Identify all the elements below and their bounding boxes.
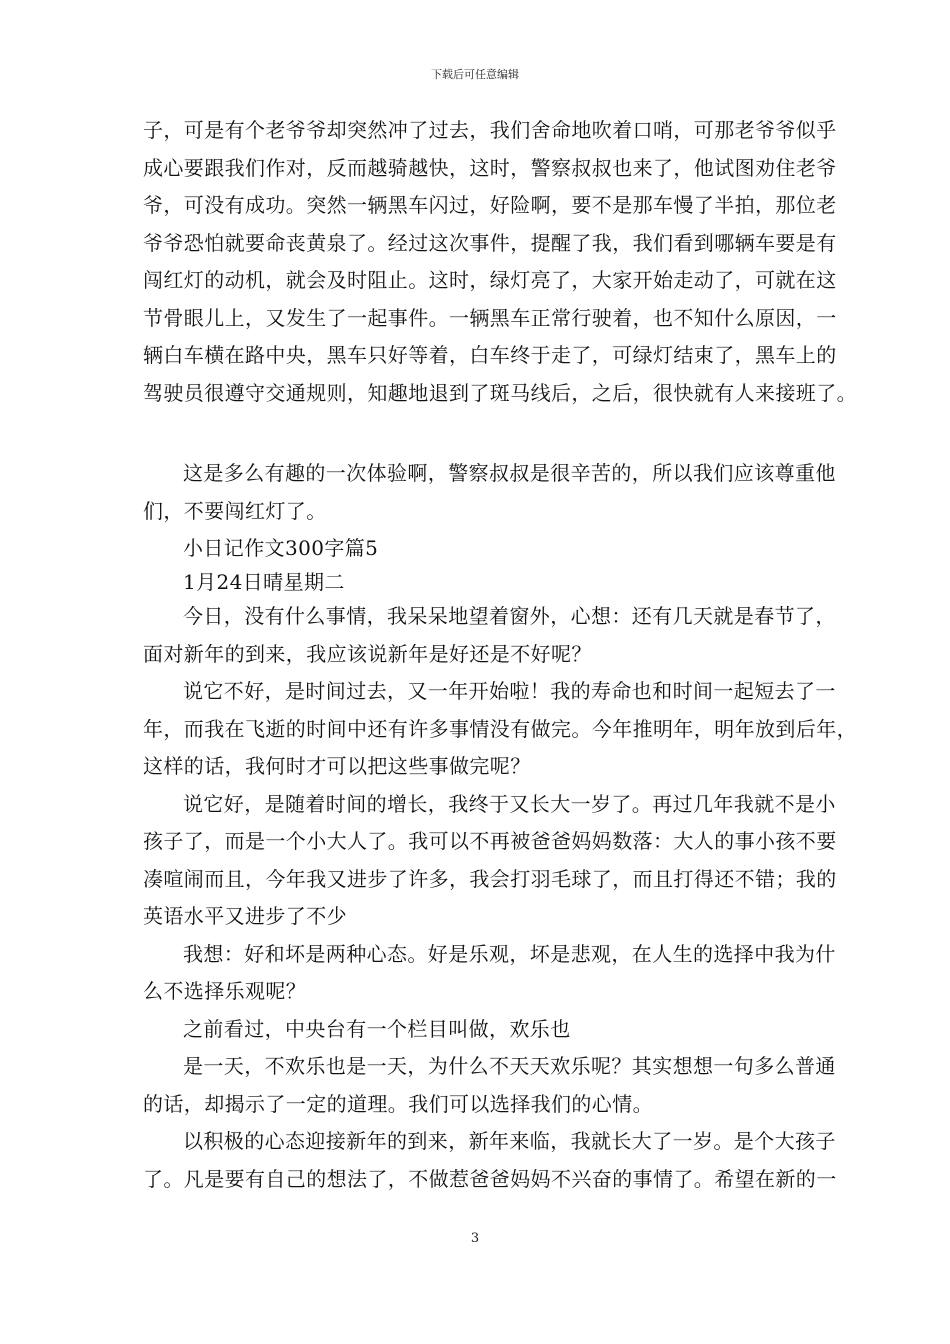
text-line: 了。凡是要有自己的想法了，不做惹爸爸妈妈不兴奋的事情了。希望在新的一 <box>143 1166 837 1191</box>
text-line: 之前看过，中央台有一个栏目叫做，欢乐也 <box>183 1016 571 1041</box>
text-line: 辆白车横在路中央，黑车只好等着，白车终于走了，可绿灯结束了，黑车上的 <box>143 343 837 367</box>
text-line: 我想：好和坏是两种心态。好是乐观，坏是悲观，在人生的选择中我为什 <box>183 941 836 966</box>
paragraph-7 <box>143 1017 823 1055</box>
text-line: 么不选择乐观呢？ <box>143 979 307 1003</box>
text-line: 的话，却揭示了一定的道理。我们可以选择我们的心情。 <box>143 1091 653 1116</box>
document-body <box>143 118 857 1204</box>
page-number: 3 <box>470 1231 480 1246</box>
text-line: 今日，没有什么事情，我呆呆地望着窗外，心想：还有几天就是春节了， <box>183 604 836 628</box>
paragraph-2 <box>143 461 836 536</box>
paragraph-spacer <box>143 418 823 461</box>
text-line: 孩子了，而是一个小大人了。我可以不再被爸爸妈妈数落：大人的事小孩不要 <box>143 829 837 853</box>
text-line: 面对新年的到来，我应该说新年是好还是不好呢？ <box>143 641 592 666</box>
section-title: 小日记作文300字篇5 <box>183 536 379 560</box>
paragraph-3 <box>143 604 836 679</box>
text-line: 这样的话，我何时才可以把这些事做完呢？ <box>143 754 531 778</box>
text-line: 们，不要闯红灯了。 <box>143 498 327 523</box>
paragraph-4 <box>143 679 857 792</box>
paragraph-6 <box>143 941 836 1017</box>
text-line: 说它不好，是时间过去，又一年开始啦！我的寿命也和时间一起短去了一 <box>183 679 836 703</box>
text-line: 是一天，不欢乐也是一天，为什么不天天欢乐呢？其实想想一句多么普通 <box>183 1054 836 1078</box>
text-line: 闯红灯的动机，就会及时阻止。这时，绿灯亮了，大家开始走动了，可就在这 <box>143 268 837 292</box>
text-line: 子，可是有个老爷爷却突然冲了过去，我们舍命地吹着口哨，可那老爷爷似乎 <box>143 118 837 142</box>
paragraph-5 <box>143 791 837 942</box>
text-line: 驾驶员很遵守交通规则，知趣地退到了斑马线后，之后，很快就有人来接班了。 <box>143 380 857 405</box>
paragraph-9 <box>143 1129 837 1204</box>
text-line: 凑喧闹而且，今年我又进步了许多，我会打羽毛球了，而且打得还不错；我的 <box>143 866 837 891</box>
text-line: 这是多么有趣的一次体验啊，警察叔叔是很辛苦的，所以我们应该尊重他 <box>183 461 836 485</box>
paragraph-8 <box>143 1054 836 1129</box>
text-line: 英语水平又进步了不少 <box>143 904 347 928</box>
text-line: 节骨眼儿上，又发生了一起事件。一辆黑车正常行驶着，也不知什么原因，一 <box>143 305 837 330</box>
paragraph-1 <box>143 118 857 418</box>
text-line: 以积极的心态迎接新年的到来，新年来临，我就长大了一岁。是个大孩子 <box>183 1129 836 1153</box>
date-line: 1月24日晴星期二 <box>183 570 345 594</box>
text-line: 说它好，是随着时间的增长，我终于又长大一岁了。再过几年我就不是小 <box>183 791 836 816</box>
page-header: 下载后可任意编辑 <box>431 68 519 81</box>
text-line: 爷，可没有成功。突然一辆黑车闪过，好险啊，要不是那车慢了半拍，那位老 <box>143 193 837 217</box>
text-line: 年，而我在飞逝的时间中还有许多事情没有做完。今年推明年，明年放到后年， <box>143 716 857 741</box>
text-line: 爷爷恐怕就要命丧黄泉了。经过这次事件，提醒了我，我们看到哪辆车要是有 <box>143 230 837 255</box>
text-line: 成心要跟我们作对，反而越骑越快，这时，警察叔叔也来了，他试图劝住老爷 <box>143 155 837 180</box>
